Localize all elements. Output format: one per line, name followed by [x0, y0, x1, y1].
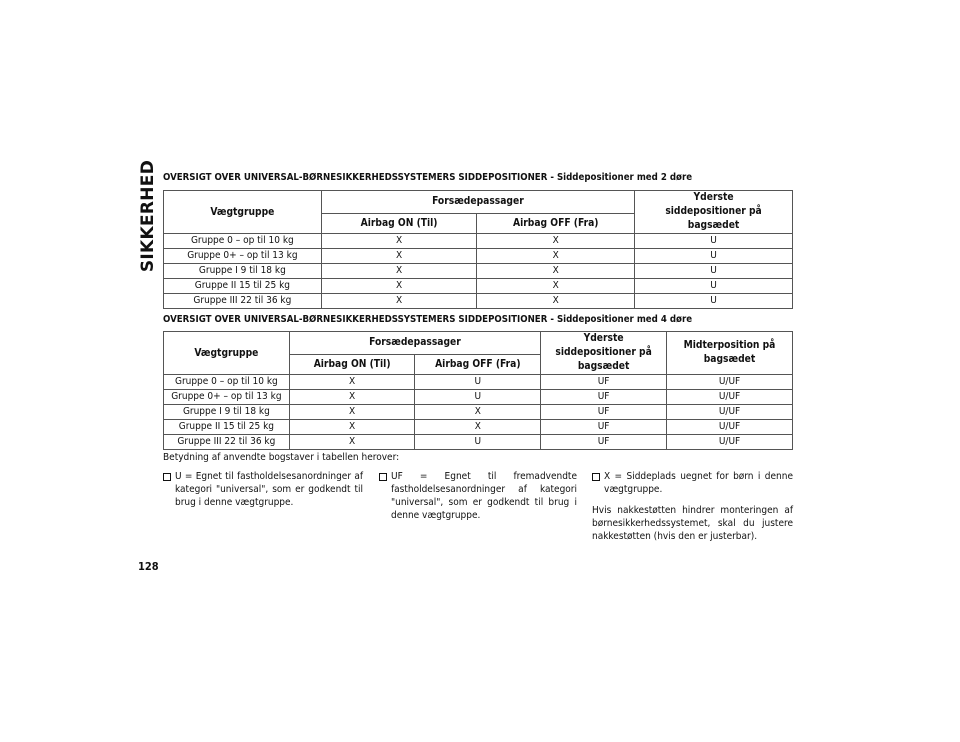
table-cell-group: Gruppe 0 – op til 10 kg: [164, 375, 290, 390]
table-cell-off: X: [477, 234, 635, 249]
table1-heading-sub: Siddepositioner med 2 døre: [556, 172, 693, 183]
table2-header-front: Forsædepassager: [289, 332, 540, 355]
table-cell-on: X: [321, 264, 477, 279]
table-cell-off: X: [415, 405, 541, 420]
table-cell-off: X: [477, 264, 635, 279]
table-cell-off: X: [415, 420, 541, 435]
legend-column-1: [163, 470, 363, 509]
table-cell-on: X: [289, 420, 415, 435]
table2-header-outer: Yderste siddepositioner på bagsædet: [541, 332, 667, 375]
table-cell-group: Gruppe III 22 til 36 kg: [164, 294, 322, 309]
table-cell-outer: UF: [541, 375, 667, 390]
table2-header-middle: Midterposition på bagsædet: [667, 332, 793, 375]
legend-column-2: [379, 470, 577, 522]
table-cell-on: X: [289, 405, 415, 420]
table-row: [164, 375, 793, 390]
table-cell-group: Gruppe I 9 til 18 kg: [164, 405, 290, 420]
table2-heading-sub: Siddepositioner med 4 døre: [556, 314, 693, 325]
table2-header-airbag-on: Airbag ON (Til): [289, 354, 415, 374]
table-cell-outer: U: [635, 279, 793, 294]
table-cell-outer: UF: [541, 390, 667, 405]
table1-header-outer: Yderste siddepositioner på bagsædet: [635, 191, 793, 234]
table-cell-on: X: [321, 294, 477, 309]
table-row: [164, 234, 793, 249]
table-row: [164, 264, 793, 279]
table-cell-outer: U: [635, 234, 793, 249]
legend-uf-text: UF = Egnet til fremadvendte fastholdelsesanordninger af kategori "universal", som er godkendt til brug i denne vægtgruppe.: [391, 471, 577, 521]
table-row: [164, 390, 793, 405]
table-cell-on: X: [289, 435, 415, 450]
legend-item-u: [163, 470, 363, 509]
table-cell-group: Gruppe I 9 til 18 kg: [164, 264, 322, 279]
table-cell-outer: U: [635, 249, 793, 264]
table-cell-middle: U/UF: [667, 405, 793, 420]
table-cell-outer: UF: [541, 405, 667, 420]
table-row: [164, 405, 793, 420]
table2-heading-main: OVERSIGT OVER UNIVERSAL-BØRNESIKKERHEDSSYSTEMERS SIDDEPOSITIONER -: [163, 314, 557, 325]
table-row: [164, 279, 793, 294]
table-cell-group: Gruppe III 22 til 36 kg: [164, 435, 290, 450]
table1: [163, 190, 793, 309]
table-cell-middle: U/UF: [667, 390, 793, 405]
table-cell-group: Gruppe 0+ – op til 13 kg: [164, 390, 290, 405]
checkbox-square-icon: [379, 470, 391, 522]
table2: [163, 331, 793, 450]
table1-header-weight: Vægtgruppe: [164, 191, 322, 234]
table-cell-off: X: [477, 279, 635, 294]
section-tab-label: SIKKERHED: [138, 159, 158, 273]
table1-heading-main: OVERSIGT OVER UNIVERSAL-BØRNESIKKERHEDSSYSTEMERS SIDDEPOSITIONER -: [163, 172, 557, 183]
legend-x-text: X = Siddeplads uegnet for børn i denne vægtgruppe.: [604, 471, 793, 495]
table-cell-middle: U/UF: [667, 375, 793, 390]
table-cell-outer: UF: [541, 420, 667, 435]
legend-item-uf: [379, 470, 577, 522]
table2-header-airbag-off: Airbag OFF (Fra): [415, 354, 541, 374]
table-cell-on: X: [289, 390, 415, 405]
table-cell-off: U: [415, 390, 541, 405]
legend-item-x: [592, 470, 793, 496]
table-cell-outer: U: [635, 264, 793, 279]
checkbox-square-icon: [163, 470, 175, 509]
table-row: [164, 435, 793, 450]
page-number: 128: [138, 560, 159, 573]
table-cell-on: X: [289, 375, 415, 390]
checkbox-square-icon: [592, 470, 604, 496]
table1-header-airbag-off: Airbag OFF (Fra): [477, 213, 635, 233]
table-cell-middle: U/UF: [667, 435, 793, 450]
table1-header-airbag-on: Airbag ON (Til): [321, 213, 477, 233]
table-cell-middle: U/UF: [667, 420, 793, 435]
table2-heading: [163, 314, 692, 325]
table-cell-group: Gruppe II 15 til 25 kg: [164, 279, 322, 294]
table-row: [164, 294, 793, 309]
legend-u-text: U = Egnet til fastholdelsesanordninger af kategori "universal", som er godkendt til brug i denne vægtgruppe.: [175, 471, 363, 508]
legend-column-3: [592, 470, 793, 543]
table-cell-off: X: [477, 249, 635, 264]
table-row: [164, 420, 793, 435]
table-cell-group: Gruppe II 15 til 25 kg: [164, 420, 290, 435]
table-cell-on: X: [321, 279, 477, 294]
table-cell-outer: U: [635, 294, 793, 309]
table-cell-group: Gruppe 0+ – op til 13 kg: [164, 249, 322, 264]
table-cell-off: X: [477, 294, 635, 309]
headrest-note: Hvis nakkestøtten hindrer monteringen af børnesikkerhedssystemet, skal du justere nakkestøtten (hvis den er justerbar).: [592, 505, 793, 542]
legend-intro: Betydning af anvendte bogstaver i tabellen herover:: [163, 452, 400, 463]
table2-header-weight: Vægtgruppe: [164, 332, 290, 375]
table-cell-on: X: [321, 234, 477, 249]
table-cell-on: X: [321, 249, 477, 264]
section-tab: [138, 159, 158, 273]
table-cell-off: U: [415, 435, 541, 450]
table-cell-group: Gruppe 0 – op til 10 kg: [164, 234, 322, 249]
table1-header-front: Forsædepassager: [321, 191, 634, 214]
table-cell-outer: UF: [541, 435, 667, 450]
table-row: [164, 249, 793, 264]
table1-heading: [163, 172, 692, 183]
table-cell-off: U: [415, 375, 541, 390]
